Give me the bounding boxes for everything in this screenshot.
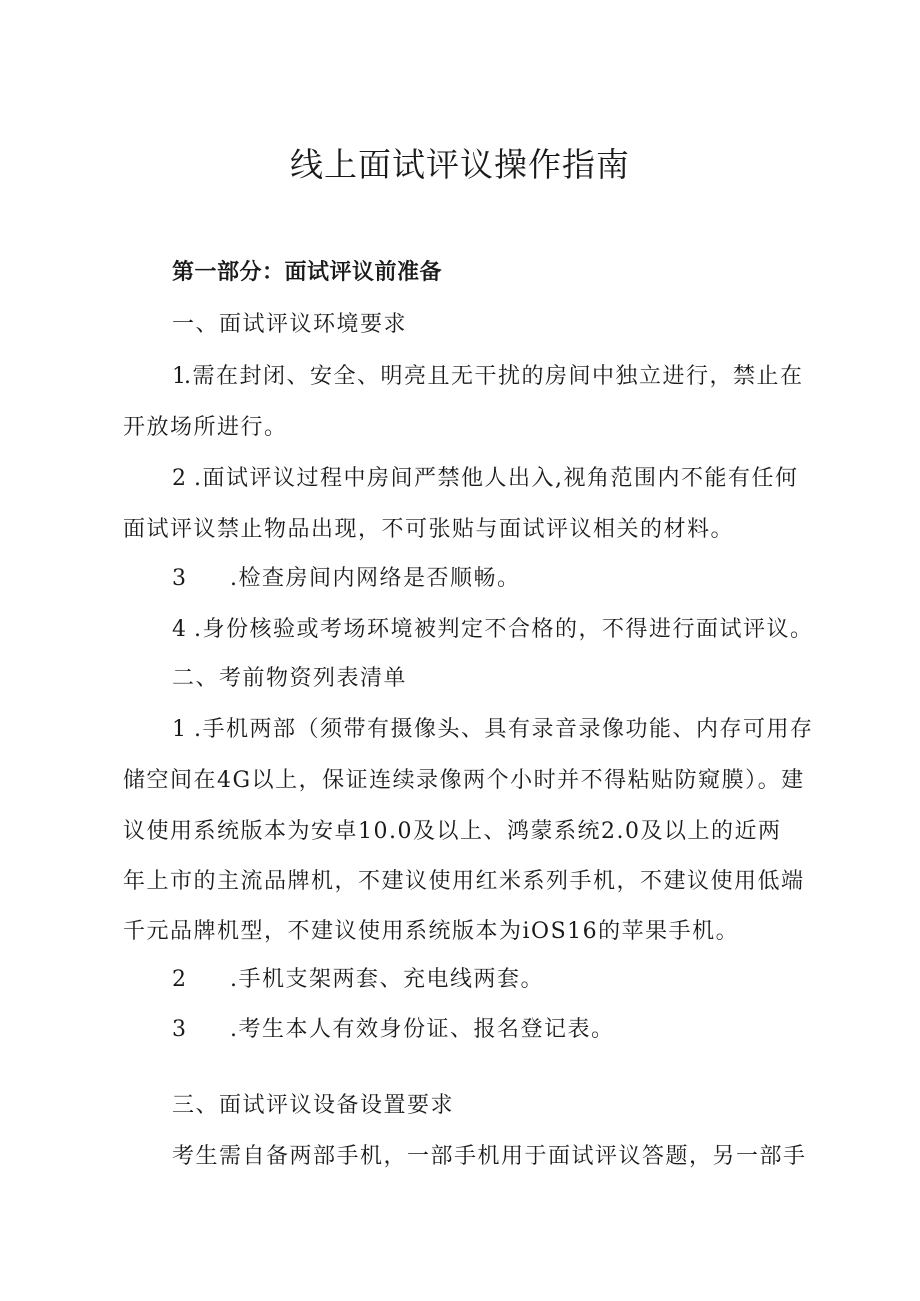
item-number: 2 [172, 967, 188, 992]
item-number: 3 [172, 1017, 188, 1042]
section2-item2 [172, 965, 544, 995]
item-number: 1 [172, 717, 188, 742]
item-number: 1 [172, 364, 188, 389]
section2-item1-line2: 储空间在4G以上，保证连续录像两个小时并不得粘贴防窥膜）。建 [123, 768, 805, 793]
item-text: .手机两部（须带有摄像头、具有录音录像功能、内存可用存 [194, 717, 814, 742]
section1-heading: 一、面试评议环境要求 [172, 312, 408, 337]
section1-item2-line2: 面试评议禁止物品出现，不可张贴与面试评议相关的材料。 [123, 517, 735, 542]
section1-item1-line1 [172, 362, 804, 392]
section2-item1-line1 [172, 715, 814, 745]
section3-heading: 三、面试评议设备设置要求 [172, 1093, 455, 1118]
part1-heading: 第一部分：面试评议前准备 [172, 260, 443, 285]
item-number: 2 [172, 466, 188, 491]
section1-item4 [172, 615, 814, 645]
item-number: 4 [172, 617, 188, 642]
section2-heading: 二、考前物资列表清单 [172, 666, 408, 691]
item-text: .面试评议过程中房间严禁他人出入,视角范围内不能有任何 [194, 466, 799, 491]
item-text: .需在封闭、安全、明亮且无干扰的房间中独立进行，禁止在 [184, 364, 804, 389]
item-text: .检查房间内网络是否顺畅。 [230, 566, 521, 591]
item-text: .考生本人有效身份证、报名登记表。 [230, 1017, 615, 1042]
section2-item1-line3: 议使用系统版本为安卓10.0及以上、鸿蒙系统2.0及以上的近两 [123, 819, 782, 844]
item-number: 3 [172, 566, 188, 591]
section2-item3 [172, 1015, 615, 1045]
section3-paragraph-line1: 考生需自备两部手机，一部手机用于面试评议答题，另一部手 [172, 1144, 807, 1169]
item-text: .身份核验或考场环境被判定不合格的，不得进行面试评议。 [194, 617, 814, 642]
section1-item1-line2: 开放场所进行。 [123, 415, 288, 440]
section1-item2-line1 [172, 464, 799, 494]
section2-item1-line4: 年上市的主流品牌机，不建议使用红米系列手机，不建议使用低端 [123, 869, 805, 894]
section1-item3 [172, 564, 521, 594]
document-title: 线上面试评议操作指南 [290, 145, 630, 184]
section2-item1-line5: 千元品牌机型，不建议使用系统版本为iOS16的苹果手机。 [123, 919, 740, 944]
item-text: .手机支架两套、充电线两套。 [230, 967, 544, 992]
